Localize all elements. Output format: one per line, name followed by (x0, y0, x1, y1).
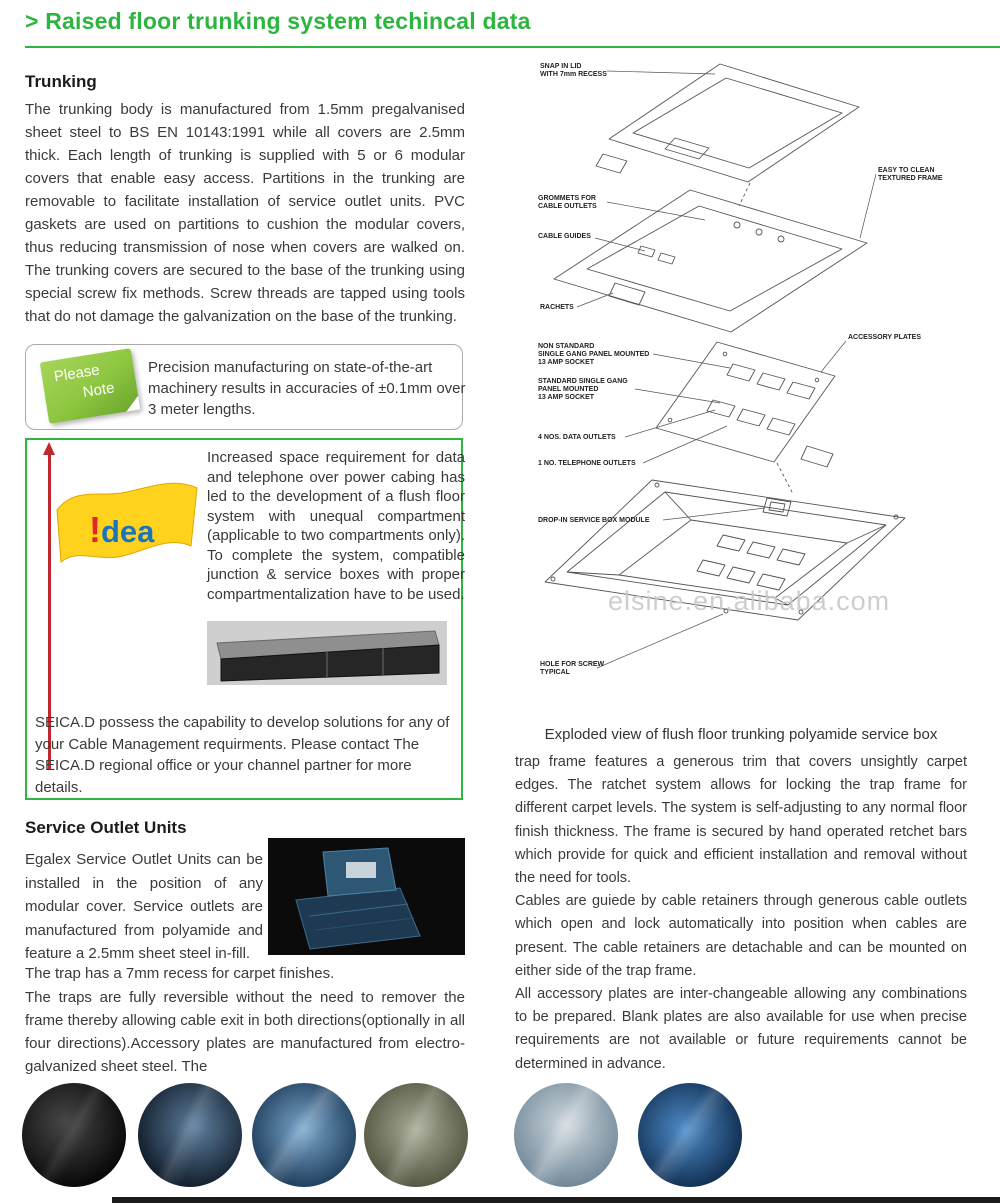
right-column-text (515, 751, 967, 1076)
idea-box (25, 438, 463, 800)
title-underline (25, 46, 1000, 48)
watermark: elsine.en.alibaba.com (608, 586, 891, 616)
service-outlet-photo (268, 838, 465, 955)
label-nonstd-1: NON STANDARD (538, 343, 595, 350)
label-rachets: RACHETS (540, 304, 574, 311)
label-easy-clean-2: TEXTURED FRAME (878, 175, 943, 182)
label-dropin-module: DROP-IN SERVICE BOX MODULE (538, 517, 650, 524)
label-std-3: 13 AMP SOCKET (538, 394, 595, 401)
photo-strip (0, 1083, 1000, 1189)
idea-flag-icon (51, 476, 203, 580)
note-text: Precision manufacturing on state-of-the-art machinery results in accuracies of ±0.1mm over 3 meter lengths. (148, 359, 466, 418)
service-outlet-heading: Service Outlet Units (25, 818, 187, 837)
label-accessory-plates: ACCESSORY PLATES (848, 334, 921, 341)
label-nonstd-2: SINGLE GANG PANEL MOUNTED (538, 351, 650, 358)
traps-reversible-paragraph: The traps are fully reversible without the need to remover the frame thereby allowing cable exit in both directions(optionally in all four directions).Accessory plates are manufactured from electro-galvanized sheet steel. The (25, 989, 465, 1075)
please-note-sticker-icon (40, 348, 141, 424)
label-snap-in-lid-1: SNAP IN LID (540, 63, 582, 70)
photo-circle-5 (514, 1083, 618, 1187)
diagram-shapes (545, 64, 905, 620)
page-title: > Raised floor trunking system techincal data (25, 8, 531, 34)
label-snap-in-lid-2: WITH 7mm RECESS (540, 71, 607, 78)
diagram-caption: Exploded view of flush floor trunking polyamide service box (544, 726, 938, 743)
photo-circle-4 (364, 1083, 468, 1187)
photo-circle-1 (22, 1083, 126, 1187)
label-cable-guides: CABLE GUIDES (538, 233, 591, 240)
service-outlet-section (25, 838, 465, 962)
label-hole-screw-2: TYPICAL (540, 669, 570, 676)
photo-circle-2 (138, 1083, 242, 1187)
label-easy-clean-1: EASY TO CLEAN (878, 167, 935, 174)
label-telephone-outlets: 1 NO. TELEPHONE OUTLETS (538, 460, 636, 467)
photo-circle-3 (252, 1083, 356, 1187)
right-paragraph-2: Cables are guiede by cable retainers through generous cable outlets which open and lock automatically into position when cables are present. The cable retainers are detachable and can be mounted on either side of the trap frame. (515, 893, 967, 979)
seicad-paragraph: SEICA.D possess the capability to develop solutions for any of your Cable Management requirments. Please contact The SEICA.D regional office or your channel partner for more details. (35, 714, 450, 796)
sticker-text-line1: Please (52, 361, 101, 386)
label-std-2: PANEL MOUNTED (538, 386, 599, 393)
flag-exclamation: ! (89, 509, 101, 550)
right-paragraph-3: All accessory plates are inter-changeable allowing any combinations to be prepared. Blank plates are also available for use when precise requirements are not available or future requirements cannot be determined in advance. (515, 986, 967, 1072)
service-outlet-paragraph: Egalex Service Outlet Units can be installed in the position of any modular cover. Service outlets are manufactured from polyamide and feature a 2.5mm sheet steel in-fill. (25, 851, 263, 962)
trunking-paragraph: The trunking body is manufactured from 1.5mm pregalvanised sheet steel to BS EN 10143:1991 while all covers are 2.5mm thick. Each length of trunking is supplied with 5 or 6 modular covers that enable easy access. Partitions in the trunking are removable to facilitate installation of service outlet units. PVC gaskets are used on partitions to cushion the modular covers, thus reducing transmission of nose when covers are walked on. The trunking covers are secured to the base of the trunking using special screw fix methods. Screw threads are tapped using tools that do not damage the galvanization on the base of the trunking. (25, 101, 465, 325)
photo-circle-6 (638, 1083, 742, 1187)
diagram-labels (538, 63, 943, 676)
trunking-heading: Trunking (25, 72, 97, 91)
label-grommets-1: GROMMETS FOR (538, 195, 596, 202)
label-std-1: STANDARD SINGLE GANG (538, 378, 628, 385)
trap-recess-line: The trap has a 7mm recess for carpet finishes. (25, 965, 335, 982)
flag-word: dea (101, 514, 155, 549)
right-paragraph-1: trap frame features a generous trim that covers unsightly carpet edges. The ratchet system allows for locking the trap frame for different carpet levels. The system is self-adjusting to any normal floor finish thickness. The frame is secured by hand operated retchet bars which provide for quick and efficient installation and removal without the need for tools. (515, 754, 967, 887)
idea-paragraph: Increased space requirement for data and telephone over power cabing has led to the development of a flush floor system with unequal compartment (applicable to two compartments only). To complete the system, compatible junction & service boxes with proper compartmentalization have to be used. (207, 449, 465, 603)
trunking-photo (207, 621, 447, 685)
diagram-leader-lines (577, 71, 876, 668)
label-nonstd-3: 13 AMP SOCKET (538, 359, 595, 366)
label-hole-screw-1: HOLE FOR SCREW (540, 661, 605, 668)
label-data-outlets: 4 NOS. DATA OUTLETS (538, 434, 616, 441)
please-note-box (25, 344, 466, 430)
bottom-rule (112, 1197, 1000, 1203)
label-grommets-2: CABLE OUTLETS (538, 203, 597, 210)
sticker-text-line2: Note (81, 379, 116, 402)
